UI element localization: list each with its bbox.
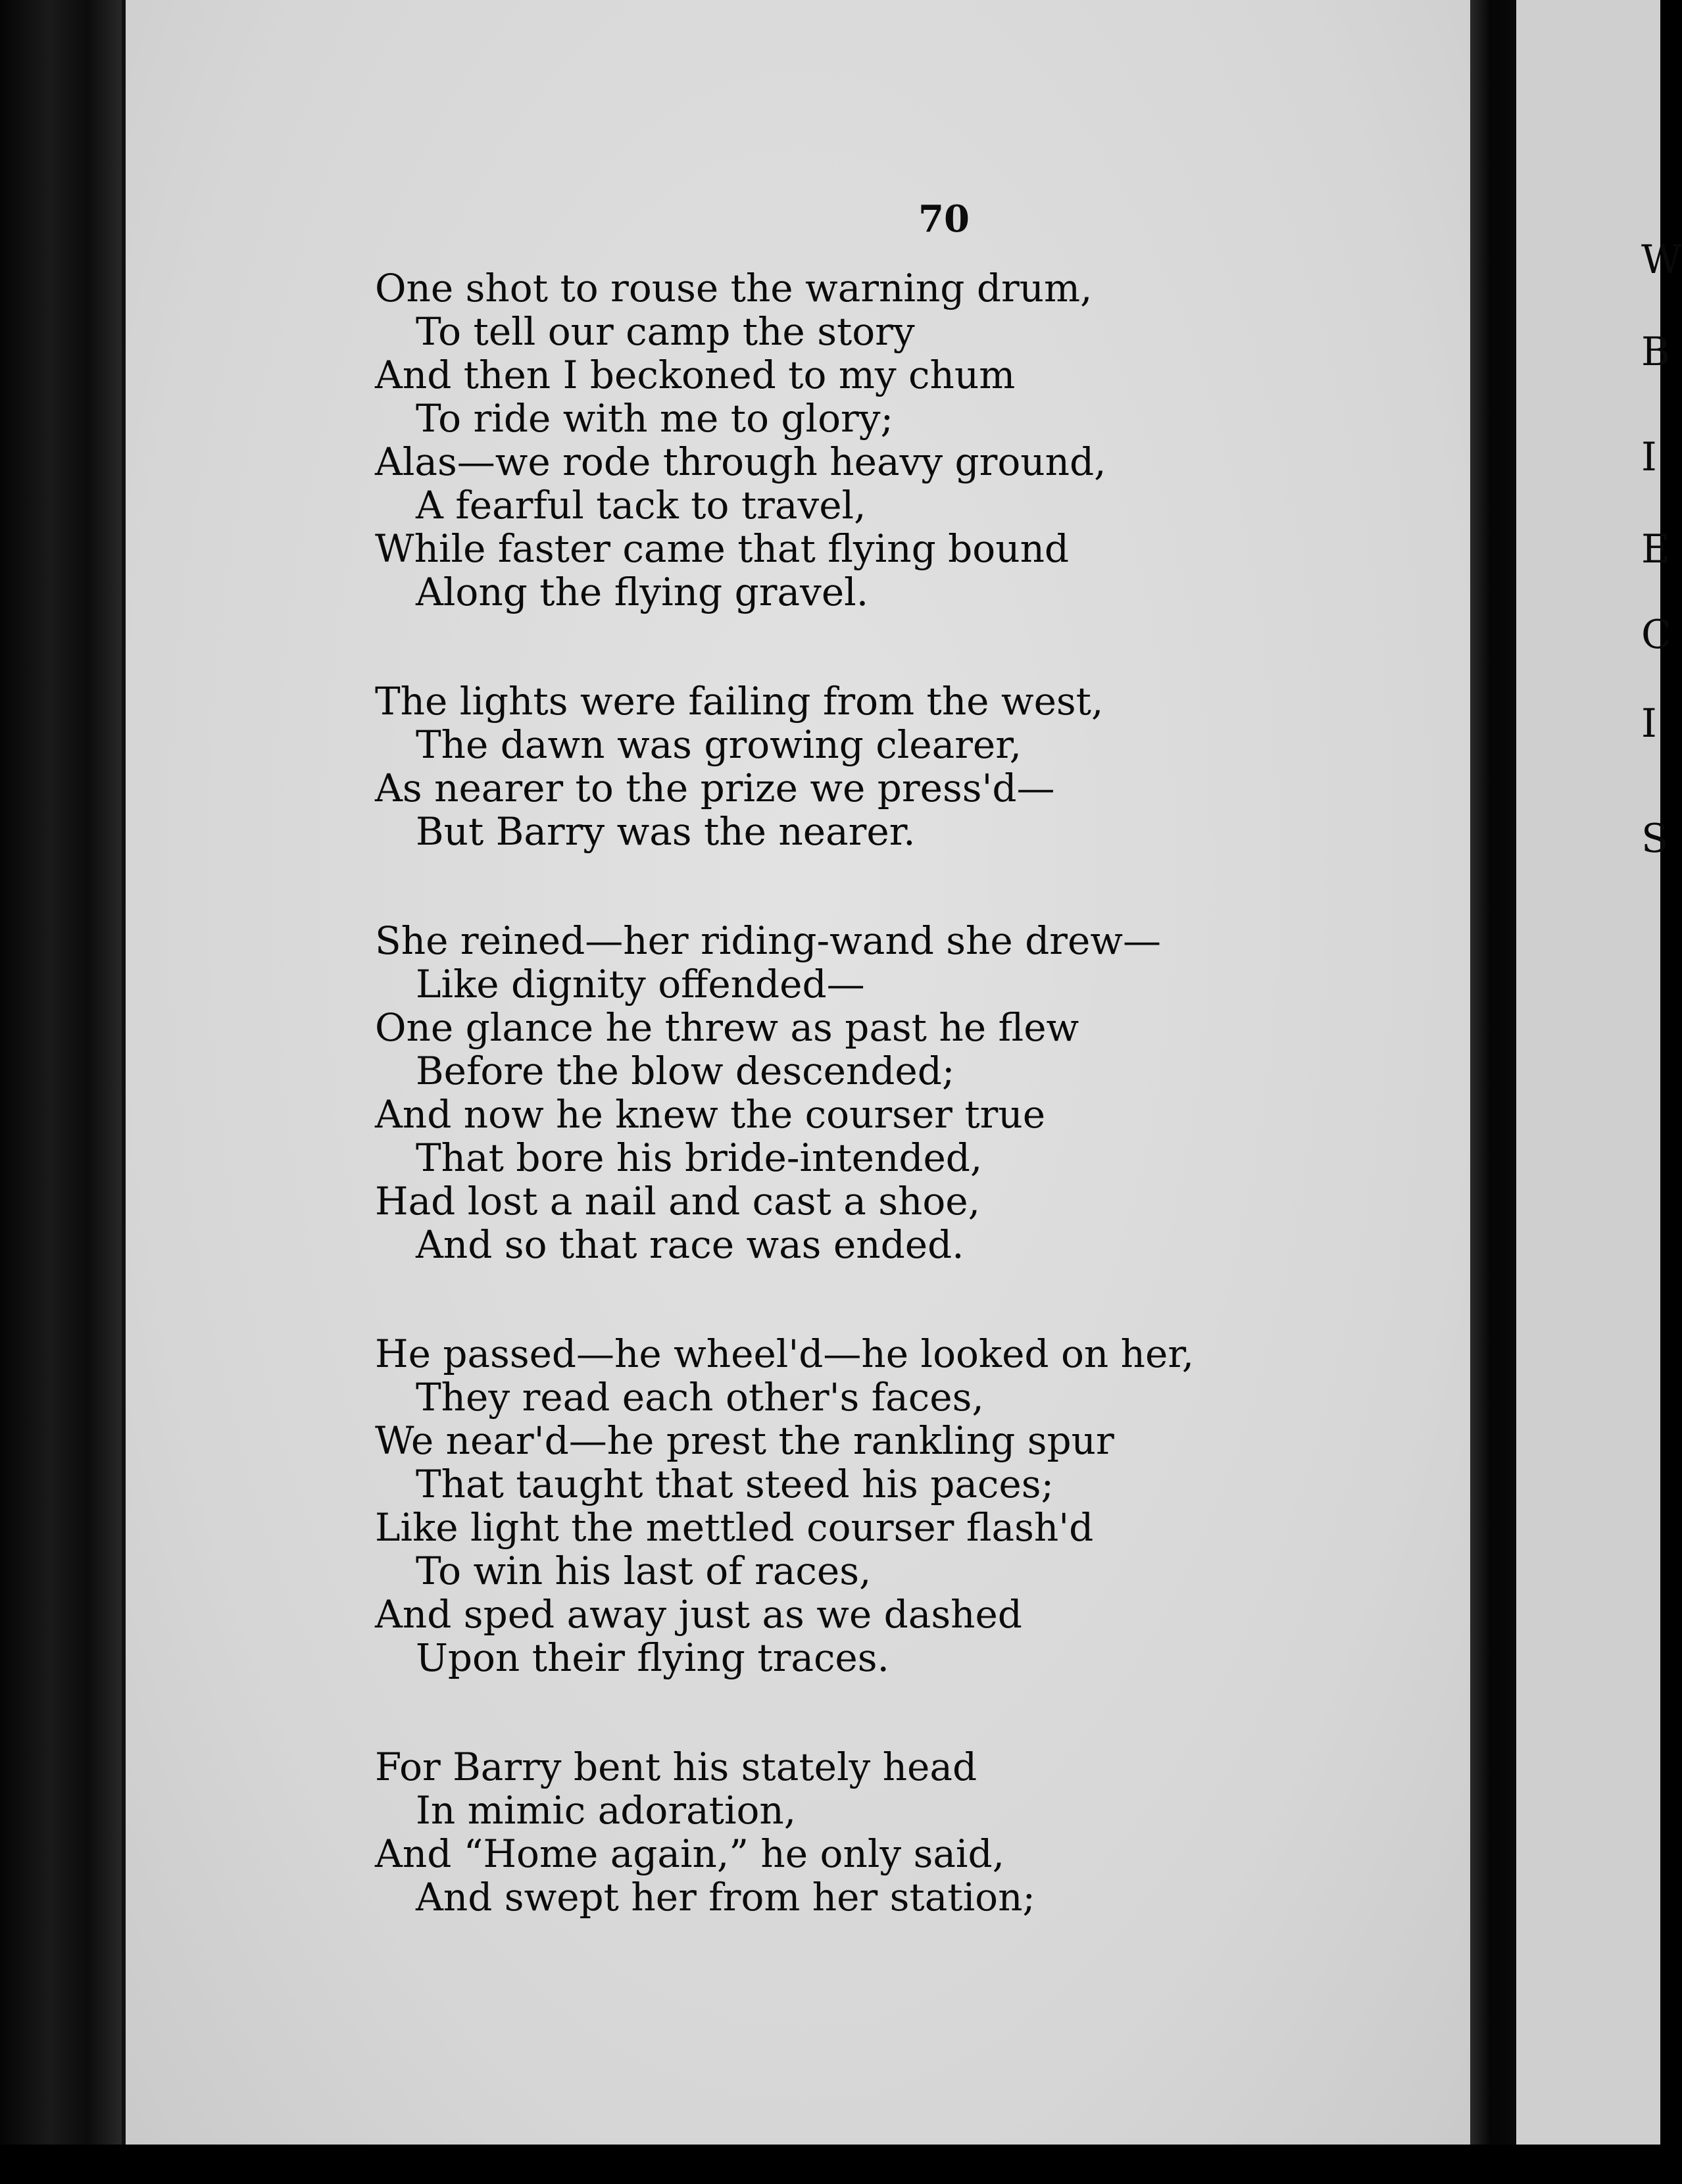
page-number: 70 (918, 197, 970, 241)
poem-line: Like light the mettled courser flash'd (375, 1505, 1094, 1550)
scan-bottom-edge (0, 2145, 1660, 2184)
poem-line: They read each other's faces, (416, 1375, 984, 1420)
poem-line: To win his last of races, (416, 1549, 872, 1593)
facing-page-fragment: E (1641, 526, 1670, 572)
poem-line: To ride with me to glory; (416, 396, 894, 441)
poem-line: And sped away just as we dashed (375, 1592, 1022, 1637)
poem-line: A fearful tack to travel, (416, 483, 866, 528)
poem-text (375, 266, 1401, 1985)
book-gutter (1470, 0, 1516, 2184)
facing-page-fragment: C (1641, 612, 1671, 658)
poem-line: Alas—we rode through heavy ground, (375, 439, 1106, 484)
poem-line: And now he knew the courser true (375, 1092, 1046, 1137)
poem-line: To tell our camp the story (416, 309, 915, 354)
facing-page-fragment: I (1641, 701, 1657, 747)
poem-line: Had lost a nail and cast a shoe, (375, 1179, 981, 1224)
stanza-3 (375, 919, 1401, 1266)
facing-page-fragment: W (1641, 237, 1682, 283)
poem-line: And “Home again,” he only said, (375, 1831, 1005, 1876)
poem-line: As nearer to the prize we press'd— (375, 766, 1055, 810)
poem-line: One shot to rouse the warning drum, (375, 266, 1093, 310)
poem-line: And so that race was ended. (416, 1222, 964, 1267)
poem-line: The lights were failing from the west, (375, 679, 1104, 724)
poem-line: And then I beckoned to my chum (375, 353, 1016, 397)
book-left-edge (0, 0, 125, 2184)
poem-line: That taught that steed his paces; (416, 1462, 1054, 1506)
stanza-5 (375, 1745, 1401, 1919)
poem-line: She reined—her riding-wand she drew— (375, 918, 1161, 963)
facing-page-fragment: I (1641, 434, 1657, 480)
facing-page-fragment: B (1641, 329, 1671, 375)
poem-line: Like dignity offended— (416, 962, 865, 1006)
stanza-2 (375, 680, 1401, 853)
poem-line: We near'd—he prest the rankling spur (375, 1418, 1114, 1463)
poem-line: One glance he threw as past he flew (375, 1005, 1079, 1050)
poem-line: In mimic adoration, (416, 1788, 797, 1833)
poem-line: The dawn was growing clearer, (416, 722, 1022, 767)
stanza-4 (375, 1332, 1401, 1679)
poem-line: He passed—he wheel'd—he looked on her, (375, 1331, 1195, 1376)
facing-page-edge (1516, 0, 1682, 2184)
poem-line: Upon their flying traces. (416, 1635, 889, 1680)
facing-page-fragment: S (1641, 816, 1669, 862)
stanza-1 (375, 266, 1401, 614)
poem-line: Before the blow descended; (416, 1049, 955, 1093)
poem-line: And swept her from her station; (416, 1875, 1035, 1920)
poem-line: For Barry bent his stately head (375, 1745, 977, 1789)
poem-line: Along the flying gravel. (416, 570, 869, 614)
poem-line: While faster came that flying bound (375, 526, 1070, 571)
poem-line: That bore his bride-intended, (416, 1135, 983, 1180)
poem-line: But Barry was the nearer. (416, 809, 916, 854)
